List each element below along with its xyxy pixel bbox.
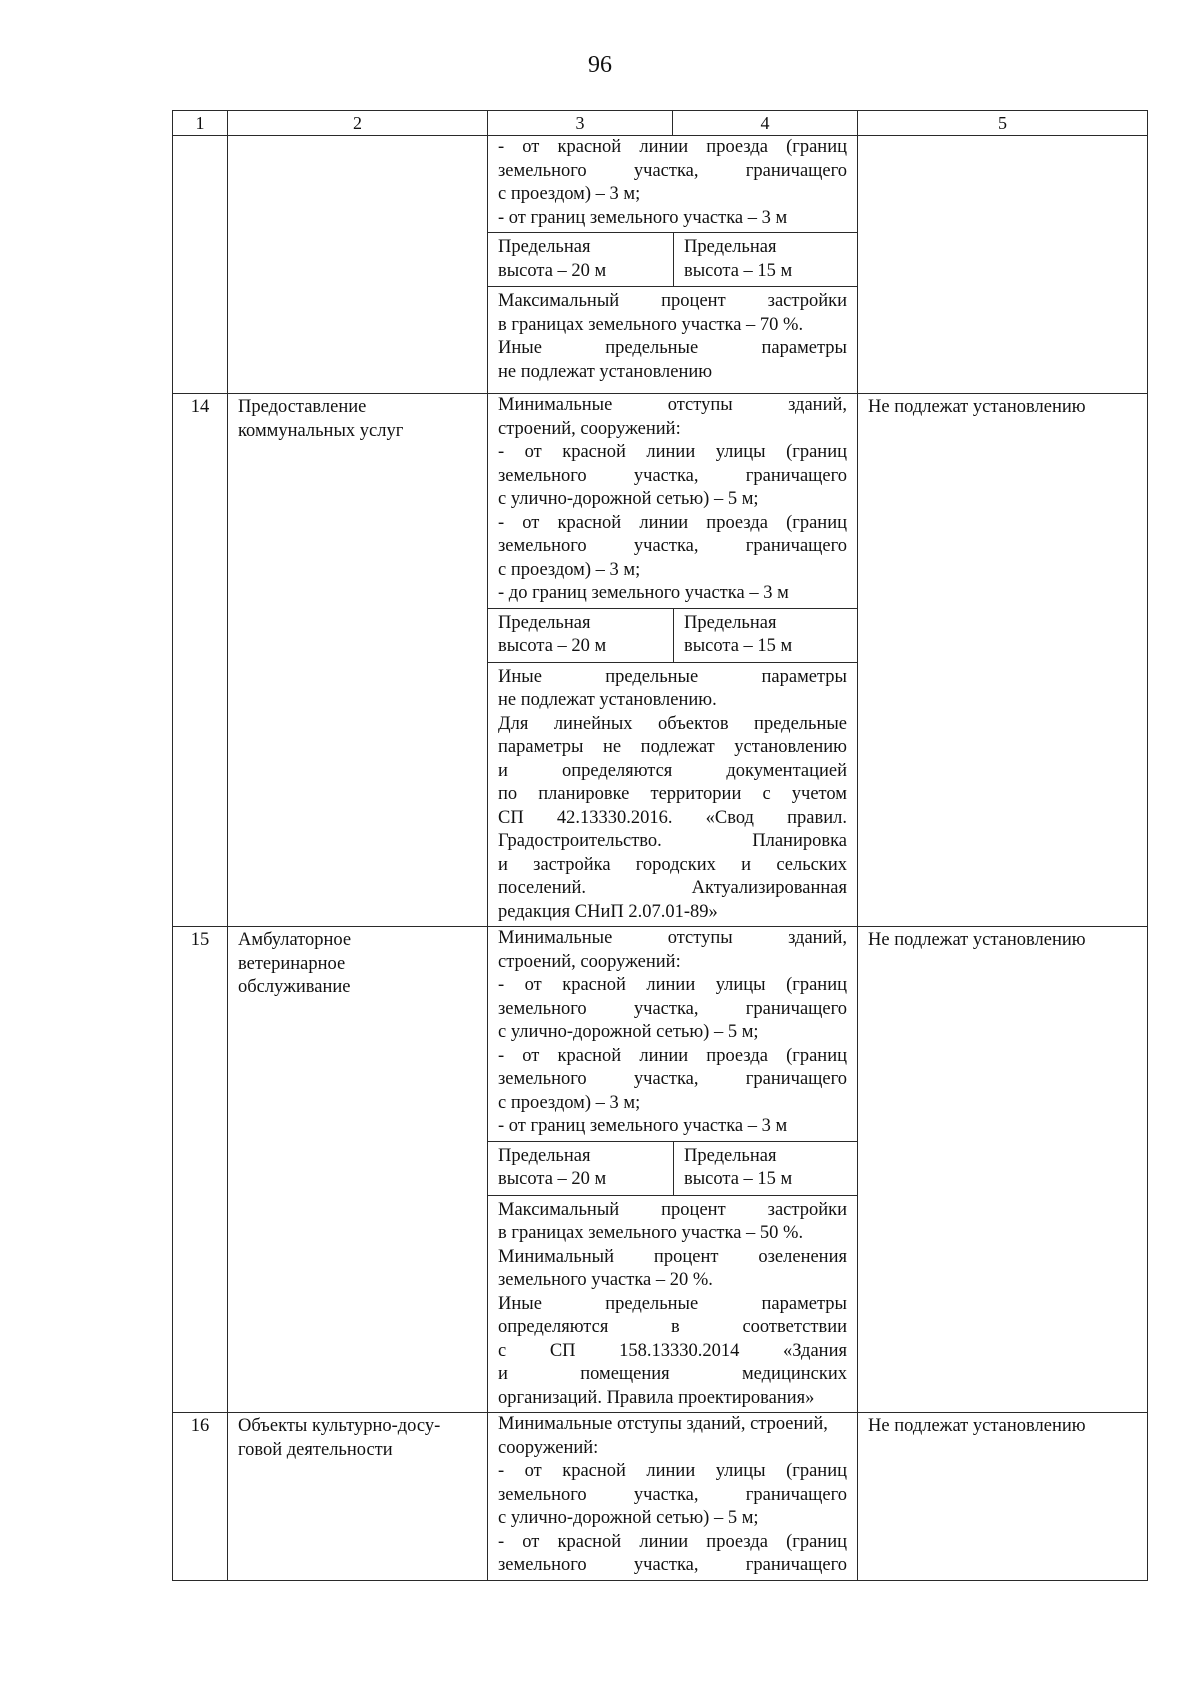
parameter-line: редакция СНиП 2.07.01-89» [498, 901, 718, 922]
parameter-line: в границах земельного участка – 70 %. [498, 314, 804, 335]
setback-line: земельного участка, граничащего [498, 1555, 847, 1575]
height-limit-line: Предельная [684, 612, 777, 633]
header-cell: 2 [228, 111, 488, 136]
setback-line: - до границ земельного участка – 3 м [498, 583, 789, 603]
parameter-line: Иные предельные параметры [498, 1293, 847, 1314]
setbacks-block [488, 927, 857, 1141]
setback-line: - от красной линии проезда (границ [498, 512, 847, 533]
row-number-cell: 15 [173, 927, 228, 1413]
header-cell: 4 [673, 111, 858, 136]
parameter-line: не подлежат установлению [498, 361, 713, 382]
setback-line: земельного участка, граничащего [498, 536, 847, 556]
setback-line: земельного участка, граничащего [498, 465, 847, 486]
setback-line: - от границ земельного участка – 3 м [498, 1116, 788, 1136]
parameter-line: и определяются документацией [498, 760, 847, 781]
other-limits-cell: Не подлежат установлению [858, 927, 1148, 1413]
height-limit-left [488, 1142, 674, 1195]
setback-line: - от красной линии улицы (границ [498, 1461, 847, 1481]
use-type-line: Амбулаторное [238, 930, 352, 950]
table-row [173, 136, 1148, 394]
use-type-cell [228, 394, 488, 927]
setback-line: с улично-дорожной сетью) – 5 м; [498, 1022, 759, 1042]
use-type-line: Предоставление [238, 397, 367, 417]
height-limit-left [488, 609, 674, 662]
use-type-line: коммунальных услуг [238, 420, 404, 441]
setback-line: с улично-дорожной сетью) – 5 м; [498, 489, 759, 509]
table-row [173, 394, 1148, 927]
parameters-cell [488, 136, 858, 394]
height-limit-line: высота – 20 м [498, 260, 607, 281]
setbacks-block [488, 136, 857, 232]
parameters-cell [488, 927, 858, 1413]
height-limit-line: Предельная [498, 612, 591, 633]
table-row [173, 1413, 1148, 1581]
height-limit-line: Предельная [498, 1145, 591, 1166]
height-limits [488, 1141, 857, 1196]
height-limit-line: Предельная [684, 237, 777, 257]
table-row [173, 927, 1148, 1413]
other-parameters-block [488, 663, 857, 927]
parameters-cell [488, 394, 858, 927]
other-parameters-block [488, 287, 857, 386]
setback-line: - от красной линии улицы (границ [498, 442, 847, 462]
parameter-line: с СП 158.13330.2014 «Здания [498, 1340, 847, 1361]
parameter-line: параметры не подлежат установлению [498, 737, 847, 757]
setback-line: - от красной линии проезда (границ [498, 1531, 847, 1552]
setback-line: земельного участка, граничащего [498, 1484, 847, 1505]
setback-line: строений, сооружений: [498, 951, 681, 972]
parameter-line: по планировке территории с учетом [498, 784, 847, 804]
height-limit-right [674, 233, 857, 286]
height-limit-left [488, 233, 674, 286]
use-type-line: обслуживание [238, 977, 351, 997]
setback-line: земельного участка, граничащего [498, 998, 847, 1019]
height-limit-line: высота – 15 м [684, 636, 793, 656]
parameter-line: и застройка городских и сельских [498, 854, 847, 875]
use-type-cell [228, 1413, 488, 1581]
table-body [173, 136, 1148, 1581]
setback-line: с улично-дорожной сетью) – 5 м; [498, 1508, 759, 1528]
setback-line: сооружений: [498, 1437, 599, 1458]
row-number-cell: 16 [173, 1413, 228, 1581]
parameter-line: не подлежат установлению. [498, 690, 717, 710]
header-cell: 3 [488, 111, 673, 136]
other-limits-cell: Не подлежат установлению [858, 1413, 1148, 1581]
height-limit-line: Предельная [684, 1145, 777, 1166]
other-parameters-block [488, 1196, 857, 1413]
setback-line: строений, сооружений: [498, 418, 681, 439]
setbacks-block [488, 394, 857, 608]
use-type-line: ветеринарное [238, 953, 346, 974]
parameter-line: Иные предельные параметры [498, 338, 847, 358]
height-limit-line: высота – 15 м [684, 260, 793, 281]
setback-line: земельного участка, граничащего [498, 1069, 847, 1089]
header-cell: 1 [173, 111, 228, 136]
parameter-line: Градостроительство. Планировка [498, 831, 847, 851]
parameter-line: определяются в соответствии [498, 1317, 847, 1337]
setback-line: Минимальные отступы зданий, [498, 928, 847, 948]
parameter-line: организаций. Правила проектирования» [498, 1387, 815, 1408]
parameter-line: и помещения медицинских [498, 1364, 847, 1384]
height-limit-right [674, 609, 857, 662]
use-type-cell [228, 927, 488, 1413]
setback-line: Минимальные отступы зданий, строений, [498, 1414, 828, 1434]
parameter-line: поселений. Актуализированная [498, 878, 847, 898]
other-limits-cell [858, 136, 1148, 394]
use-type-line: говой деятельности [238, 1439, 393, 1460]
header-cell: 5 [858, 111, 1148, 136]
use-type-cell [228, 136, 488, 394]
setback-line: с проездом) – 3 м; [498, 1092, 641, 1113]
height-limit-line: Предельная [498, 237, 591, 257]
setback-line: с проездом) – 3 м; [498, 559, 641, 580]
row-number-cell: 14 [173, 394, 228, 927]
height-limit-line: высота – 15 м [684, 1169, 793, 1189]
parameters-cell [488, 1413, 858, 1581]
parameter-line: Максимальный процент застройки [498, 1199, 847, 1220]
setback-line: - от красной линии проезда (границ [498, 137, 847, 157]
other-limits-cell: Не подлежат установлению [858, 394, 1148, 927]
setback-line: с проездом) – 3 м; [498, 184, 641, 204]
height-limit-right [674, 1142, 857, 1195]
setback-line: - от красной линии проезда (границ [498, 1045, 847, 1066]
parameter-line: Для линейных объектов предельные [498, 713, 847, 734]
setback-line: - от красной линии улицы (границ [498, 975, 847, 995]
page-number: 96 [588, 52, 612, 78]
table-header-row [173, 111, 1148, 136]
height-limit-line: высота – 20 м [498, 1169, 607, 1189]
height-limits [488, 232, 857, 287]
parameter-line: Максимальный процент застройки [498, 291, 847, 311]
use-type-line: Объекты культурно-досу- [238, 1416, 441, 1436]
regulations-table [172, 110, 1148, 1581]
parameter-line: в границах земельного участка – 50 %. [498, 1223, 804, 1243]
setback-line: - от границ земельного участка – 3 м [498, 207, 788, 228]
parameter-line: Минимальный процент озеленения [498, 1246, 847, 1267]
parameter-line: Иные предельные параметры [498, 666, 847, 687]
row-number-cell [173, 136, 228, 394]
parameter-line: земельного участка – 20 %. [498, 1270, 713, 1290]
parameter-line: СП 42.13330.2016. «Свод правил. [498, 807, 847, 828]
height-limits [488, 608, 857, 663]
setback-line: Минимальные отступы зданий, [498, 395, 847, 415]
height-limit-line: высота – 20 м [498, 636, 607, 656]
setbacks-block [488, 1413, 857, 1580]
setback-line: земельного участка, граничащего [498, 160, 847, 181]
